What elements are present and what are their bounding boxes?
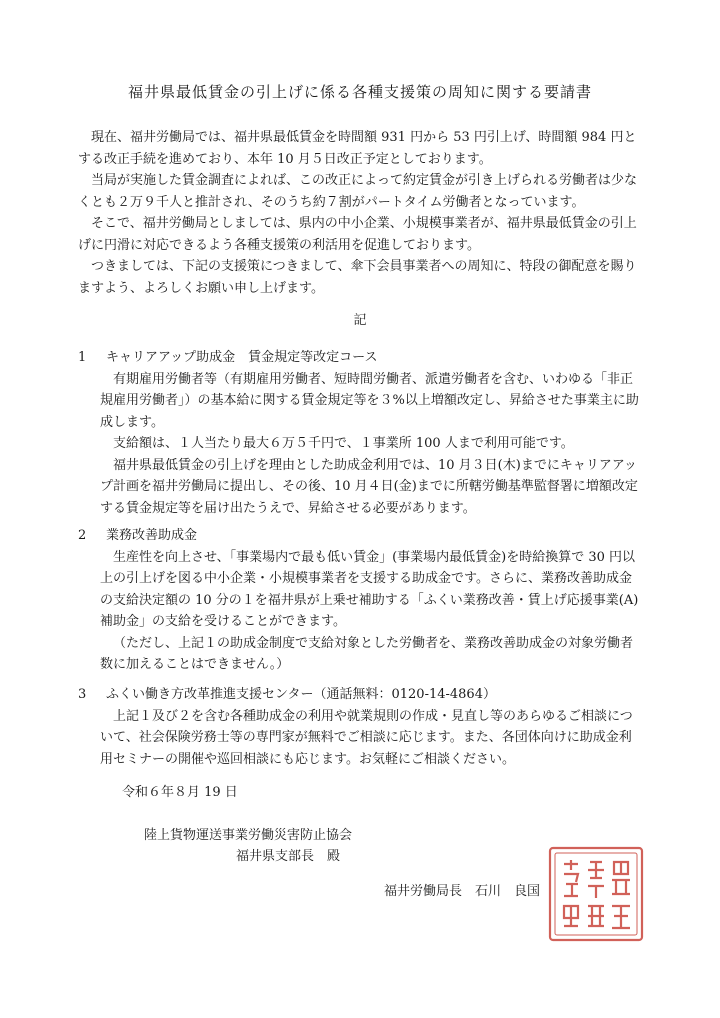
section-note: （ただし、上記１の助成金制度で支給対象とした労働者を、業務改善助成金の対象労働者数に加えることはできません。）: [100, 635, 634, 672]
section-title: 業務改善助成金: [106, 528, 198, 543]
addressee-title: 福井県支部長 殿: [236, 849, 341, 864]
section-number: 1: [78, 350, 87, 365]
section-heading: [78, 684, 644, 706]
section-paragraph: 支給額は、１人当たり最大６万５千円で、１事業所 100 人まで利用可能です。: [113, 436, 574, 451]
section-title: キャリアアップ助成金 賃金規定等改定コース: [106, 350, 378, 365]
section-paragraph: 福井県最低賃金の引上げを理由とした助成金利用では、10 月３日(木)までにキャリアアップ計画を福井労働局に提出し、その後、10 月４日(金)までに所轄労働基準監督署に増額改定する賃金規定等を届け出たうえで、昇給させる必要があります。: [100, 457, 638, 516]
addressee-org: 陸上貨物運送事業労働災害防止協会: [144, 828, 353, 843]
section-paragraph: 上記１及び２を含む各種助成金の利用や就業規則の作成・見直し等のあらゆるご相談について、社会保険労務士等の専門家が無料でご相談に応じます。また、各団体向けに助成金利用セミナーの開催や巡回相談にも応じます。お気軽にご相談ください。: [100, 708, 633, 767]
sender-name: 福井労働局長 石川 良国: [384, 884, 541, 899]
section-number: 3: [78, 687, 87, 702]
intro-paragraph: そこで、福井労働局としましては、県内の中小企業、小規模事業者が、福井県最低賃金の引上げに円滑に対応できるよう各種支援策の利活用を促進しております。: [78, 216, 637, 253]
section-1: [78, 347, 644, 519]
document-date: 令和６年８月 19 日: [122, 785, 238, 800]
official-seal-stamp: [546, 844, 646, 944]
seal-graphic: [546, 844, 646, 944]
section-3: [78, 684, 644, 770]
ki-heading: 記: [353, 313, 367, 328]
section-body: [78, 547, 644, 676]
intro-block: [78, 127, 644, 299]
section-body: [78, 706, 644, 771]
intro-paragraph: 現在、福井労働局では、福井県最低賃金を時間額 931 円から 53 円引上げ、時間額 984 円とする改正手続を進めており、本年 10 月５日改正予定としております。: [78, 130, 637, 167]
document-title: 福井県最低賃金の引上げに係る各種支援策の周知に関する要請書: [127, 83, 592, 101]
section-number: 2: [78, 528, 87, 543]
intro-paragraph: つきましては、下記の支援策につきまして、傘下会員事業者への周知に、特段の御配意を賜りますよう、よろしくお願い申し上げます。: [78, 259, 637, 296]
section-title: ふくい働き方改革推進支援センター（通話無料：0120-14-4864）: [106, 687, 496, 702]
section-2: [78, 525, 644, 676]
section-body: [78, 369, 644, 520]
section-paragraph: 有期雇用労働者等（有期雇用労働者、短時間労働者、派遣労働者を含む、いわゆる「非正規雇用労働者」）の基本給に関する賃金規定等を３%以上増額改定し、昇給させた事業主に助成します。: [100, 371, 639, 430]
section-heading: [78, 347, 644, 369]
section-paragraph: 生産性を向上させ、「事業場内で最も低い賃金」(事業場内最低賃金)を時給換算で 30 円以上の引上げを図る中小企業・小規模事業者を支援する助成金です。さらに、業務改善助成金の支給決定額の 10 分の１を福井県が上乗せ補助する「ふくい業務改善・賃上げ応援事業(A)補助金」の支給を受けることができます。: [100, 549, 639, 629]
section-heading: [78, 525, 644, 547]
intro-paragraph: 当局が実施した賃金調査によれば、この改正によって約定賃金が引き上げられる労働者は少なくとも２万９千人と推計され、そのうち約７割がパートタイム労働者となっています。: [78, 173, 638, 210]
